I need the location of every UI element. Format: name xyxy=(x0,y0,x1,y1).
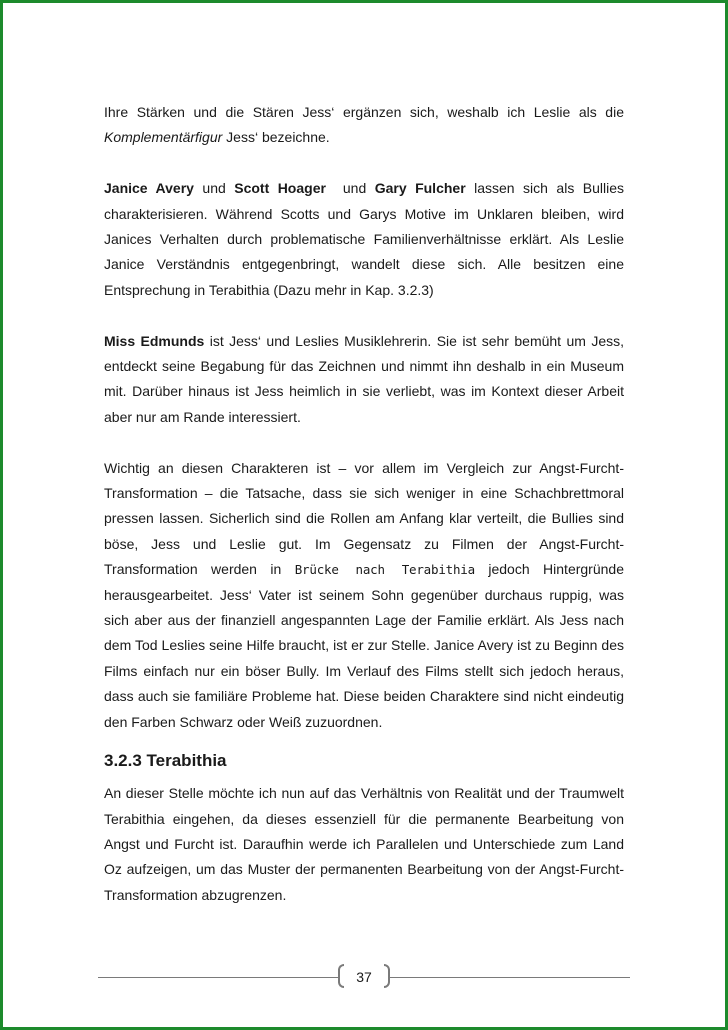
bracket-left-icon xyxy=(338,964,344,988)
paragraph-text: und xyxy=(325,180,375,197)
paragraph-text: Ihre Stärken und die Stären Jess‘ ergänzen sich, weshalb ich Leslie als die xyxy=(104,104,624,120)
footer-rule-right xyxy=(390,977,630,978)
name-scott-hoager: Scott Hoager xyxy=(234,180,326,197)
paragraph-text: und xyxy=(193,180,235,197)
paragraph-spacer xyxy=(104,151,624,176)
paragraph-text: Wichtig an diesen Charakteren ist – vor allem im Vergleich zur Angst-Furcht-Transformation – die Tatsache, dass sie sich weniger in eine Schachbrettmoral pressen lassen. Sicherlich sind die Rollen am Anfang klar verteilt, die Bullies sind böse, Jess und Leslie gut. Im Gegensatz zu Filmen der Angst-Furcht-Transformation werden in xyxy=(104,459,624,578)
paragraph-text: lassen sich als Bullies charakterisieren. Während Scotts und Garys Motive im Unklaren bleiben, wird Janices Verhalten durch problematische Familienverhältnisse erklärt. Als Leslie Janice Verständnis entgegenbringt, wandelt diese sich. Alle besitzen eine Entsprechung in Terabithia (Dazu mehr in Kap. 3.2.3) xyxy=(104,180,625,298)
page-number: 37 xyxy=(356,969,372,985)
page-footer xyxy=(98,962,630,992)
document-body xyxy=(104,100,624,908)
footer-rule-left xyxy=(98,977,338,978)
bracket-right-icon xyxy=(384,964,390,988)
paragraph-bullies xyxy=(104,176,624,303)
paragraph-miss-edmunds xyxy=(104,329,624,431)
name-miss-edmunds: Miss Edmunds xyxy=(104,332,205,349)
name-gary-fulcher: Gary Fulcher xyxy=(374,180,466,197)
term-komplementaerfigur: Komplementärfigur xyxy=(104,129,223,146)
paragraph-terabithia: An dieser Stelle möchte ich nun auf das Verhältnis von Realität und der Traumwelt Terabithia eingehen, da dieses essenziell für die permanente Bearbeitung von Angst und Furcht ist. Daraufhin werde ich Parallelen und Unterschiede zum Land Oz aufzeigen, um das Muster der permanenten Bearbeitung von der Angst-Furcht-Transformation abzugrenzen. xyxy=(104,785,624,903)
paragraph-complement-figure xyxy=(104,100,624,151)
paragraph-text: ist Jess‘ und Leslies Musiklehrerin. Sie ist sehr bemüht um Jess, entdeckt seine Begabung für das Zeichnen und nimmt ihn deshalb in ein Museum mit. Darüber hinaus ist Jess heimlich in sie verliebt, was im Kontext dieser Arbeit aber nur am Rande interessiert. xyxy=(104,332,625,425)
paragraph-spacer xyxy=(104,430,624,455)
paragraph-text: Jess‘ bezeichne. xyxy=(222,129,330,146)
paragraph-text: jedoch Hintergründe herausgearbeitet. Jess‘ Vater ist seinem Sohn gegenüber durchaus ruppig, was sich aber aus der finanziell angespannten Lage der Familie erklärt. Als Jess nach dem Tod Leslies seine Hilfe braucht, ist er zur Stelle. Janice Avery ist zu Beginn des Films einfach nur ein böser Bully. Im Verlauf des Films stellt sich jedoch heraus, dass auch sie familiäre Probleme hat. Diese beiden Charaktere sind nicht eindeutig den Farben Schwarz oder Weiß zuzuordnen. xyxy=(104,561,624,730)
film-title: Brücke nach Terabithia xyxy=(294,562,475,578)
paragraph-spacer xyxy=(104,303,624,328)
page-number-container xyxy=(338,964,390,990)
paragraph-characters xyxy=(104,456,624,735)
section-heading: 3.2.3 Terabithia xyxy=(104,751,227,771)
name-janice-avery: Janice Avery xyxy=(104,180,194,197)
